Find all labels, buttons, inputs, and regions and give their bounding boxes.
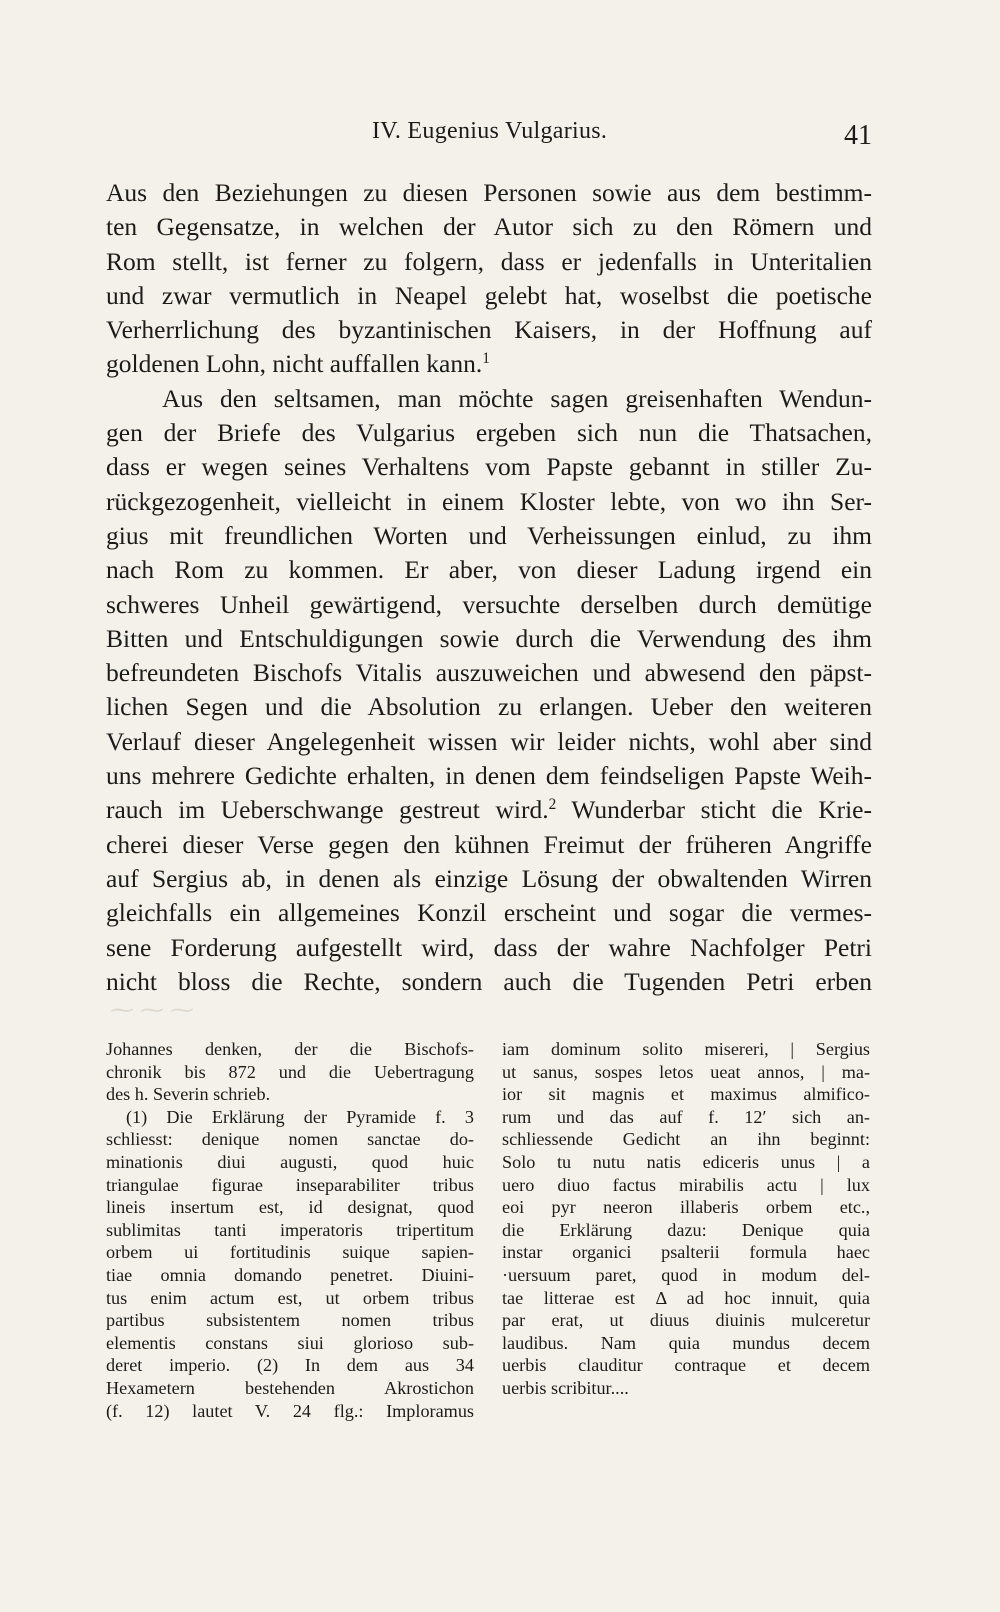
text-line [106, 965, 872, 999]
text-line [106, 690, 872, 724]
text-line [106, 485, 872, 519]
text-line-text: cherei dieser Verse gegen den kühnen Freimut der früheren Angriffe [106, 829, 872, 859]
footnote-line [106, 1151, 474, 1174]
footnote-line [502, 1106, 870, 1129]
text-line [106, 828, 872, 862]
text-line [106, 347, 872, 381]
text-line-text-after: Wunderbar sticht die Krie- [556, 795, 872, 825]
footnote-line [106, 1309, 474, 1332]
text-line [106, 313, 872, 347]
text-line-text: Aus den Beziehungen zu diesen Personen sowie aus dem bestimm- [106, 178, 872, 207]
text-line-text: sene Forderung aufgestellt wird, dass der wahre Nachfolger Petri [106, 932, 872, 962]
text-line-text: uns mehrere Gedichte erhalten, in denen dem feindseligen Papste Weih- [106, 761, 872, 791]
text-line-text: auf Sergius ab, in denen als einzige Lösung der obwaltenden Wirren [106, 863, 872, 893]
text-line [106, 759, 872, 793]
footnote-line-text: instar organici psalterii formula haec [502, 1242, 870, 1263]
text-line [106, 931, 872, 965]
footnote-marker: 1 [482, 350, 490, 368]
footnote-line-text: ·uersuum paret, quod in modum del- [502, 1264, 870, 1285]
text-line-text: befreundeten Bischofs Vitalis auszuweichen und abwesend den päpst- [106, 658, 872, 688]
footnote-line [502, 1151, 870, 1174]
text-line [106, 656, 872, 690]
footnote-line-text: laudibus. Nam quia mundus decem [502, 1332, 870, 1353]
footnote-line-text: uerbis clauditur contraque et decem [502, 1355, 870, 1376]
footnote-line-text: lineis insertum est, id designat, quod [106, 1197, 474, 1218]
footnotes-right-column [502, 1038, 870, 1400]
text-line-text: Rom stellt, ist ferner zu folgern, dass er jedenfalls in Unteritalien [106, 246, 872, 276]
text-line-text: Bitten und Entschuldigungen sowie durch die Verwendung des ihm [106, 623, 872, 653]
text-line-text: ten Gegensatze, in welchen der Autor sich zu den Römern und [106, 212, 872, 242]
footnote-line [106, 1241, 474, 1264]
footnote-line [502, 1196, 870, 1219]
bleed-through-marks: ⁓ ⁓ ⁓ [110, 998, 194, 1024]
text-line-text: rauch im Ueberschwange gestreut wird. [106, 795, 549, 825]
text-line-text: dass er wegen seines Verhaltens vom Papste gebannt in stiller Zu- [106, 452, 872, 482]
footnote-line-text: ut sanus, sospes letos ueat annos, | ma- [502, 1061, 870, 1082]
text-line-text: Verherrlichung des byzantinischen Kaisers, in der Hoffnung auf [106, 315, 872, 345]
footnote-line [106, 1038, 474, 1061]
text-line [106, 176, 872, 210]
footnote-line [106, 1106, 474, 1129]
text-line [106, 622, 872, 656]
text-line-text: und zwar vermutlich in Neapel gelebt hat, woselbst die poetische [106, 280, 872, 310]
footnote-line [502, 1038, 870, 1061]
text-line-text: goldenen Lohn, nicht auffallen kann. [106, 349, 483, 379]
footnote-line-text: par erat, ut diuus diuinis mulceretur [502, 1310, 870, 1331]
footnote-line [106, 1400, 474, 1423]
footnote-line [502, 1083, 870, 1106]
text-line [106, 553, 872, 587]
footnote-line-text: die Erklärung dazu: Denique quia [502, 1219, 870, 1240]
footnote-line-text: uerbis scribitur.... [502, 1377, 629, 1398]
footnote-line [106, 1174, 474, 1197]
footnote-line-text: (f. 12) lautet V. 24 flg.: Imploramus [106, 1400, 474, 1421]
text-line-text: schweres Unheil gewärtigend, versuchte derselben durch demütige [106, 589, 872, 619]
footnote-line-text: minationis diui augusti, quod huic [106, 1151, 474, 1172]
footnote-line-text: uero diuo factus mirabilis actu | lux [502, 1174, 870, 1195]
text-line-text: Verlauf dieser Angelegenheit wissen wir leider nichts, wohl aber sind [106, 726, 872, 756]
footnote-line [502, 1174, 870, 1197]
footnote-line [106, 1128, 474, 1151]
footnote-line [502, 1377, 870, 1400]
text-line [106, 793, 872, 827]
footnote-line [502, 1061, 870, 1084]
footnote-line [502, 1332, 870, 1355]
footnote-line-text: schliessende Gedicht an ihn beginnt: [502, 1129, 870, 1150]
footnote-line-text: Solo tu nutu natis ediceris unus | a [502, 1151, 870, 1172]
text-line [106, 519, 872, 553]
text-line-text: lichen Segen und die Absolution zu erlangen. Ueber den weiteren [106, 692, 872, 722]
text-line-text: gius mit freundlichen Worten und Verheissungen einlud, zu ihm [106, 520, 872, 550]
footnote-line [106, 1332, 474, 1355]
text-line-text: nicht bloss die Rechte, sondern auch die Tugenden Petri erben [106, 966, 872, 996]
text-line [106, 210, 872, 244]
footnote-line-text: elementis constans siui glorioso sub- [106, 1332, 474, 1353]
text-line-text: gleichfalls ein allgemeines Konzil erscheint und sogar die vermes- [106, 898, 872, 928]
page-number: 41 [844, 120, 872, 151]
footnote-line [502, 1128, 870, 1151]
footnote-line-text: des h. Severin schrieb. [106, 1084, 271, 1105]
footnote-line [106, 1061, 474, 1084]
footnote-line-text: schliesst: denique nomen sanctae do- [106, 1129, 474, 1150]
footnote-line [502, 1241, 870, 1264]
footnote-line [106, 1083, 474, 1106]
footnote-line-text: Hexametern bestehenden Akrostichon [106, 1377, 474, 1398]
text-line-text: Aus den seltsamen, man möchte sagen greisenhaften Wendun- [162, 383, 872, 413]
footnote-line [106, 1287, 474, 1310]
footnote-line [106, 1196, 474, 1219]
footnote-line-text: tus enim actum est, ut orbem tribus [106, 1287, 474, 1308]
text-line [106, 416, 872, 450]
text-line [106, 450, 872, 484]
text-line [106, 862, 872, 896]
footnote-line-text: triangulae figurae inseparabiliter tribus [106, 1174, 474, 1195]
text-line [106, 725, 872, 759]
text-line-text: gen der Briefe des Vulgarius ergeben sich nun die Thatsachen, [106, 418, 872, 448]
footnote-line-text: partibus subsistentem nomen tribus [106, 1310, 474, 1331]
footnote-line [106, 1264, 474, 1287]
text-line [106, 382, 872, 416]
footnote-line-text: rum und das auf f. 12′ sich an- [502, 1106, 870, 1127]
footnote-line [502, 1287, 870, 1310]
footnote-line-text: sublimitas tanti imperatoris tripertitum [106, 1219, 474, 1240]
footnote-line [106, 1219, 474, 1242]
footnote-line-text: eoi pyr neeron illaberis orbem etc., [502, 1197, 870, 1218]
text-line [106, 245, 872, 279]
footnote-line-text: deret imperio. (2) In dem aus 34 [106, 1355, 474, 1376]
text-line-text: rückgezogenheit, vielleicht in einem Kloster lebte, von wo ihn Ser- [106, 486, 872, 516]
footnote-line-text: Johannes denken, der die Bischofs- [106, 1039, 474, 1059]
footnotes-section [106, 1038, 872, 1428]
footnote-line-text: (1) Die Erklärung der Pyramide f. 3 [126, 1106, 474, 1127]
page-header [106, 118, 872, 158]
footnote-line [106, 1377, 474, 1400]
footnote-line-text: tae litterae est Δ ad hoc innuit, quia [502, 1287, 870, 1308]
footnote-line-text: tiae omnia domando penetret. Diuini- [106, 1264, 474, 1285]
footnote-line [502, 1219, 870, 1242]
text-line [106, 279, 872, 313]
footnote-marker: 2 [548, 796, 557, 814]
footnote-line [502, 1264, 870, 1287]
running-title: IV. Eugenius Vulgarius. [372, 118, 608, 144]
footnote-line-text: chronik bis 872 und die Uebertragung [106, 1061, 474, 1082]
footnotes-left-column [106, 1038, 474, 1422]
text-line [106, 896, 872, 930]
footnote-line-text: orbem ui fortitudinis suique sapien- [106, 1242, 474, 1263]
footnote-line [106, 1354, 474, 1377]
text-line [106, 588, 872, 622]
text-line-text: nach Rom zu kommen. Er aber, von dieser Ladung irgend ein [106, 555, 872, 585]
footnote-line-text: ior sit magnis et maximus almifico- [502, 1084, 870, 1105]
footnote-line-text: iam dominum solito misereri, | Sergius [502, 1039, 870, 1059]
footnote-line [502, 1309, 870, 1332]
main-text-body [106, 176, 872, 999]
footnote-line [502, 1354, 870, 1377]
